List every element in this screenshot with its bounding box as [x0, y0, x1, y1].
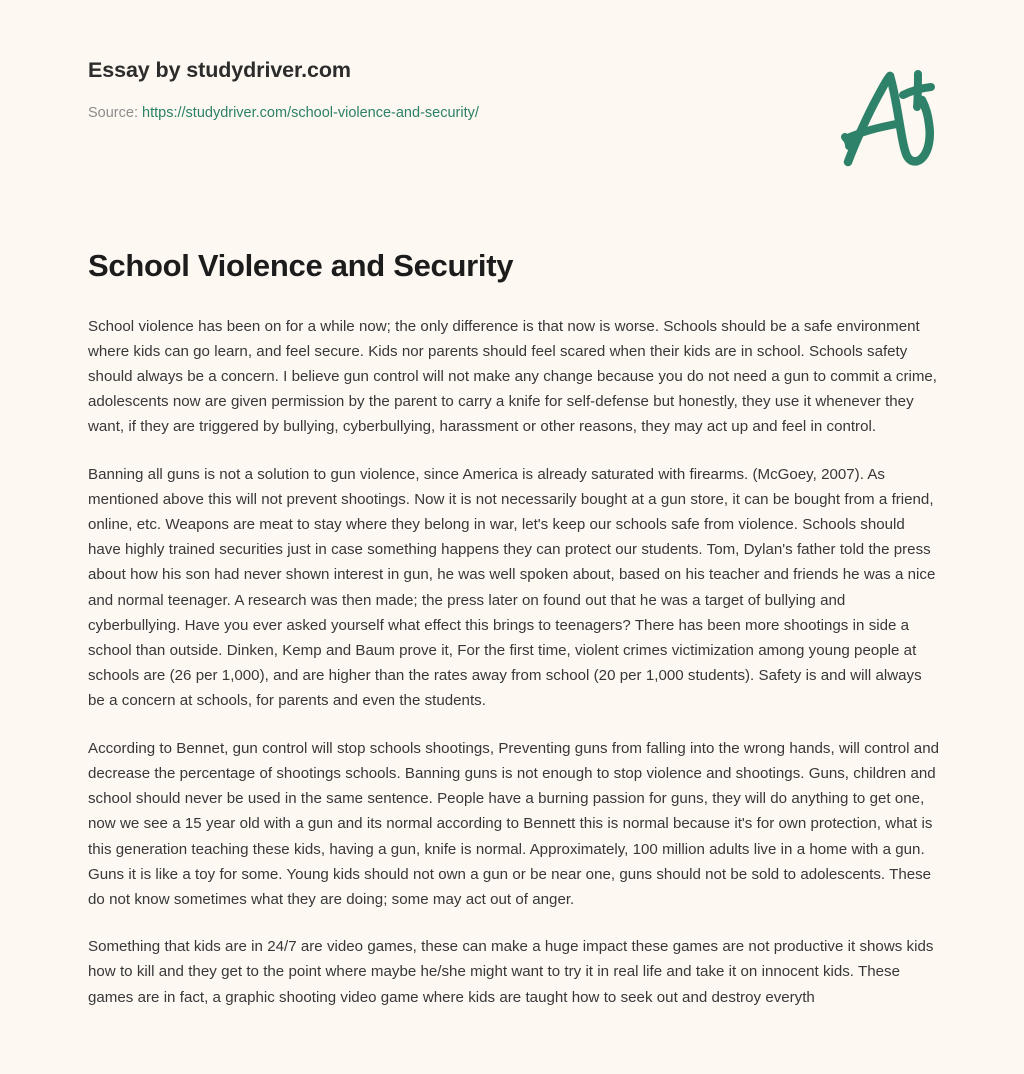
paragraph: School violence has been on for a while now; the only difference is that now is worse. Schools should be a safe environment where kids can go learn, and feel secure. Kids nor parents should feel scared when their kids are in school. Schools safety should always be a concern. I believe gun control will not make any change because you do not need a gun to commit a crime, adolescents now are given permission by the parent to carry a knife for self-defense but honestly, they use it whenever they want, if they are triggered by bullying, cyberbullying, harassment or other reasons, they may act up and feel in control. [88, 317, 937, 436]
essay-byline: Essay by studydriver.com [88, 58, 351, 82]
document-header [0, 0, 1024, 200]
paragraph: Banning all guns is not a solution to gun violence, since America is already saturated with firearms. (McGoey, 2007). As mentioned above this will not prevent shootings. Now it is not necessarily bought at a gun store, it can be bought from a friend, online, etc. Weapons are meat to stay where they belong in war, let's keep our schools safe from violence. Schools should have highly trained securities just in case something happens they can protect our students. Tom, Dylan's father told the press about how his son had never shown interest in gun, he was well spoken about, based on his teacher and friends he was a nice and normal teenager. A research was then made; the press later on found out that he was a target of bullying and cyberbullying. Have you ever asked yourself what effect this brings to teenagers? There has been more shootings in side a school than outside. Dinken, Kemp and Baum prove it, For the first time, violent crimes victimization among young people at schools are (26 per 1,000), and are higher than the rates away from school (20 per 1,000 students). Safety is and will always be a concern at schools, for parents and even the students. [88, 465, 936, 710]
a-plus-icon [834, 66, 946, 170]
header-text-block [88, 58, 788, 123]
page-title: School Violence and Security [88, 248, 514, 283]
article-container [88, 248, 940, 1010]
paragraph: According to Bennet, gun control will stop schools shootings, Preventing guns from falling into the wrong hands, will control and decrease the percentage of shootings schools. Banning guns is not enough to stop violence and shootings. Guns, children and school should never be used in the same sentence. People have a burning passion for guns, they will do anything to get one, now we see a 15 year old with a gun and its normal according to Bennett this is normal because it's for own protection, what is this generation teaching these kids, having a gun, knife is normal. Approximately, 100 million adults live in a home with a gun. Guns it is like a toy for some. Young kids should not own a gun or be near one, guns should not be sold to adolescents. These do not know sometimes what they are doing; some may act out of anger. [88, 739, 939, 908]
source-line [88, 104, 788, 123]
source-label: Source: [88, 104, 138, 121]
article-body [88, 314, 940, 1010]
source-url-link[interactable]: https://studydriver.com/school-violence-and-security/ [142, 104, 479, 121]
paragraph: Something that kids are in 24/7 are video games, these can make a huge impact these games are not productive it shows kids how to kill and they get to the point where maybe he/she might want to try it in real life and take it on innocent kids. These games are in fact, a graphic shooting video game where kids are taught how to seek out and destroy everyth [88, 938, 934, 1006]
studydriver-logo[interactable] [834, 66, 946, 170]
